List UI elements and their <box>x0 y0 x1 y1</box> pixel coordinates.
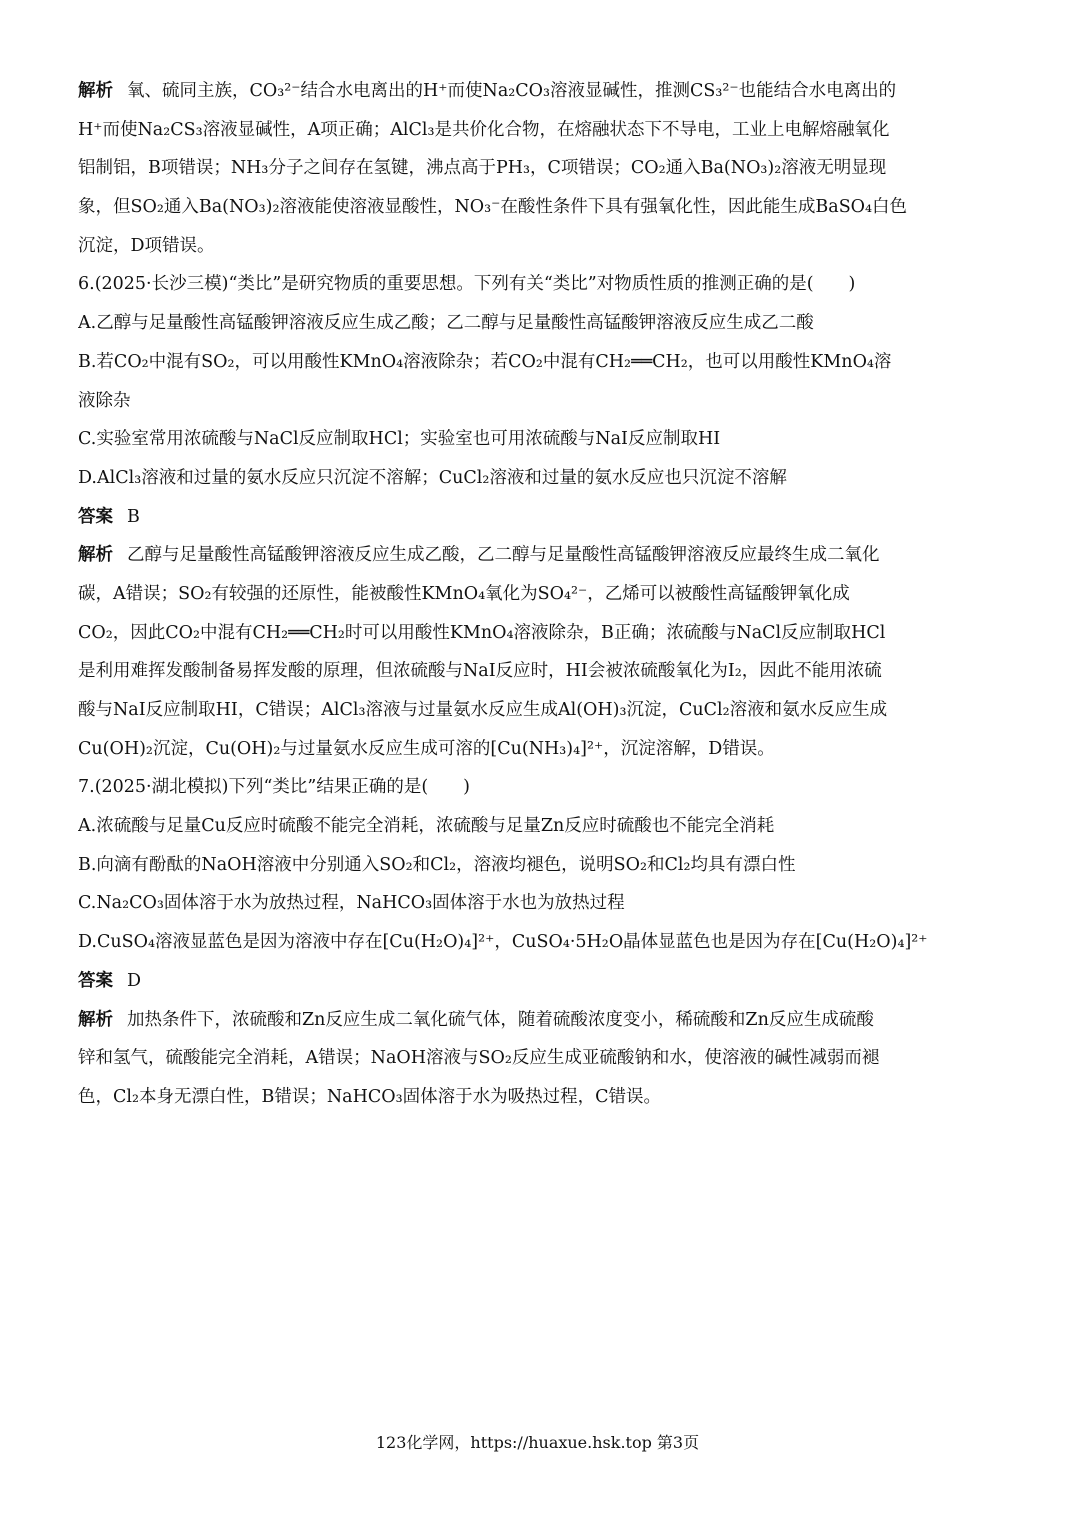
q6-answer <box>78 498 998 537</box>
q7-option-a: A.浓硫酸与足量Cu反应时硫酸不能完全消耗，浓硫酸与足量Zn反应时硫酸也不能完全消耗 <box>78 816 775 837</box>
analysis-text: 乙醇与足量酸性高锰酸钾溶液反应生成乙酸，乙二醇与足量酸性高锰酸钾溶液反应最终生成二氧化 <box>127 545 880 566</box>
q7-option-b: B.向滴有酚酞的NaOH溶液中分别通入SO₂和Cl₂，溶液均褪色，说明SO₂和Cl₂均具有漂白性 <box>78 854 796 875</box>
q6-analysis-line: Cu(OH)₂沉淀，Cu(OH)₂与过量氨水反应生成可溶的[Cu(NH₃)₄]²⁺，沉淀溶解，D错误。 <box>78 738 775 759</box>
document-body <box>78 72 998 1117</box>
q5-analysis-line: H⁺而使Na₂CS₃溶液显碱性，A项正确；AlCl₃是共价化合物，在熔融状态下不导电，工业上电解熔融氧化 <box>78 119 890 140</box>
q6-analysis-line: CO₂，因此CO₂中混有CH₂══CH₂时可以用酸性KMnO₄溶液除杂，B正确；浓硫酸与NaCl反应制取HCl <box>78 622 886 643</box>
answer-value: D <box>127 970 142 991</box>
q6-analysis-line <box>78 536 998 575</box>
q6-option-d: D.AlCl₃溶液和过量的氨水反应只沉淀不溶解；CuCl₂溶液和过量的氨水反应也只沉淀不溶解 <box>78 467 787 488</box>
q7-analysis-line <box>78 1001 998 1040</box>
q7-option-d: D.CuSO₄溶液显蓝色是因为溶液中存在[Cu(H₂O)₄]²⁺，CuSO₄·5H₂O晶体显蓝色也是因为存在[Cu(H₂O)₄]²⁺ <box>78 932 928 953</box>
q6-option-a: A.乙醇与足量酸性高锰酸钾溶液反应生成乙酸；乙二醇与足量酸性高锰酸钾溶液反应生成乙二酸 <box>78 313 814 334</box>
page-footer: 123化学网，https://huaxue.hsk.top 第3页 <box>375 1433 700 1452</box>
q6-stem: 6.(2025·长沙三模)“类比”是研究物质的重要思想。下列有关“类比”对物质性质的推测正确的是( ) <box>78 274 856 295</box>
q7-analysis-line: 锌和氢气，硫酸能完全消耗，A错误；NaOH溶液与SO₂反应生成亚硫酸钠和水，使溶液的碱性减弱而褪 <box>78 1048 880 1069</box>
analysis-label: 解析 <box>78 545 113 566</box>
q6-option-b-cont: 液除杂 <box>78 390 131 411</box>
q6-option-b: B.若CO₂中混有SO₂，可以用酸性KMnO₄溶液除杂；若CO₂中混有CH₂══CH₂，也可以用酸性KMnO₄溶 <box>78 351 892 372</box>
q5-analysis-line: 沉淀，D项错误。 <box>78 235 215 256</box>
q5-analysis-line: 象，但SO₂通入Ba(NO₃)₂溶液能使溶液显酸性，NO₃⁻在酸性条件下具有强氧化性，因此能生成BaSO₄白色 <box>78 197 908 218</box>
analysis-text: 氧、硫同主族，CO₃²⁻结合水电离出的H⁺而使Na₂CO₃溶液显碱性，推测CS₃²⁻也能结合水电离出的 <box>127 81 897 101</box>
q6-analysis-line: 是利用难挥发酸制备易挥发酸的原理，但浓硫酸与NaI反应时，HI会被浓硫酸氧化为I₂，因此不能用浓硫 <box>78 661 882 682</box>
answer-value: B <box>127 506 140 527</box>
q6-analysis-line: 碳，A错误；SO₂有较强的还原性，能被酸性KMnO₄氧化为SO₄²⁻，乙烯可以被酸性高锰酸钾氧化成 <box>78 583 850 604</box>
q7-stem: 7.(2025·湖北模拟)下列“类比”结果正确的是( ) <box>78 777 470 798</box>
q5-analysis-line: 铝制铝，B项错误；NH₃分子之间存在氢键，沸点高于PH₃，C项错误；CO₂通入Ba(NO₃)₂溶液无明显现 <box>78 158 887 179</box>
answer-label: 答案 <box>78 506 113 527</box>
analysis-text: 加热条件下，浓硫酸和Zn反应生成二氧化硫气体，随着硫酸浓度变小，稀硫酸和Zn反应生成硫酸 <box>127 1009 874 1030</box>
q7-analysis-line: 色，Cl₂本身无漂白性，B错误；NaHCO₃固体溶于水为吸热过程，C错误。 <box>78 1086 662 1107</box>
q6-analysis-line: 酸与NaI反应制取HI，C错误；AlCl₃溶液与过量氨水反应生成Al(OH)₃沉淀，CuCl₂溶液和氨水反应生成 <box>78 700 888 720</box>
answer-label: 答案 <box>78 970 113 991</box>
q6-option-c: C.实验室常用浓硫酸与NaCl反应制取HCl；实验室也可用浓硫酸与NaI反应制取HI <box>78 429 721 450</box>
q7-option-c: C.Na₂CO₃固体溶于水为放热过程，NaHCO₃固体溶于水也为放热过程 <box>78 893 625 914</box>
analysis-label: 解析 <box>78 81 113 101</box>
q5-analysis-line <box>78 72 998 111</box>
analysis-label: 解析 <box>78 1009 113 1030</box>
q7-answer <box>78 962 998 1001</box>
